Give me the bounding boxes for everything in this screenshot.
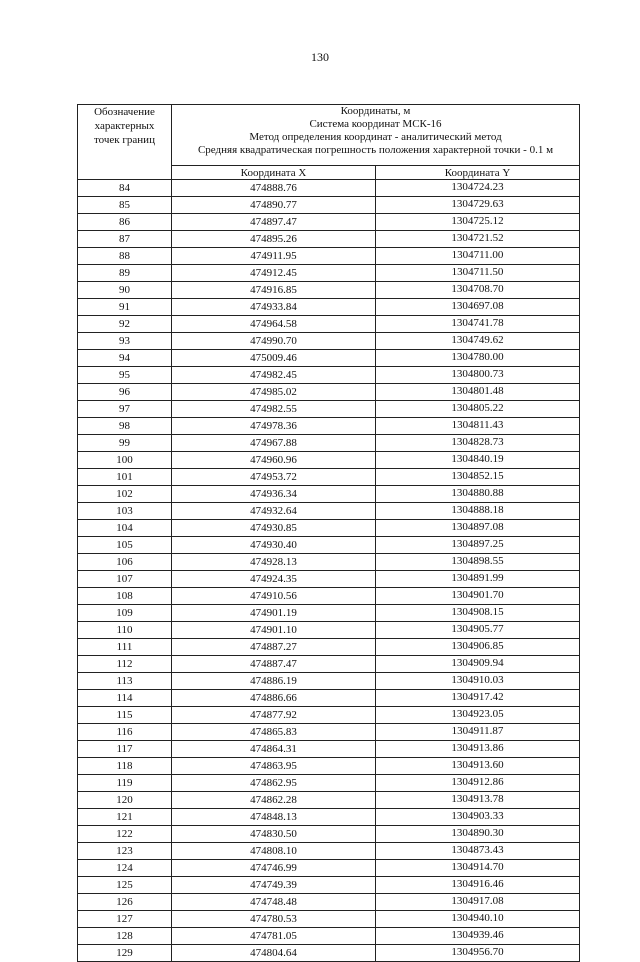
coordinate-y-cell: 1304910.03 — [376, 673, 580, 690]
table-row — [78, 809, 580, 826]
coordinate-y-cell: 1304711.00 — [376, 248, 580, 265]
table-row — [78, 588, 580, 605]
point-number-cell: 89 — [78, 265, 172, 282]
point-number-cell: 126 — [78, 894, 172, 911]
point-number-cell: 92 — [78, 316, 172, 333]
point-number-cell: 87 — [78, 231, 172, 248]
coordinate-x-cell: 474967.88 — [172, 435, 376, 452]
point-number-cell: 124 — [78, 860, 172, 877]
coordinates-table — [77, 104, 580, 962]
point-number-cell: 97 — [78, 401, 172, 418]
table-row — [78, 877, 580, 894]
table-row — [78, 333, 580, 350]
point-number-cell: 108 — [78, 588, 172, 605]
coordinate-x-cell: 474901.10 — [172, 622, 376, 639]
table-row — [78, 401, 580, 418]
coordinate-y-cell: 1304840.19 — [376, 452, 580, 469]
point-number-cell: 105 — [78, 537, 172, 554]
coordinate-x-cell: 474864.31 — [172, 741, 376, 758]
table-row — [78, 622, 580, 639]
coordinate-y-cell: 1304811.43 — [376, 418, 580, 435]
coordinate-y-cell: 1304913.86 — [376, 741, 580, 758]
page-number: 130 — [311, 50, 329, 64]
table-row — [78, 656, 580, 673]
header-left-line: Обозначение — [94, 106, 155, 118]
table-row — [78, 282, 580, 299]
coordinate-y-cell: 1304917.08 — [376, 894, 580, 911]
point-number-cell: 122 — [78, 826, 172, 843]
coordinate-y-cell: 1304741.78 — [376, 316, 580, 333]
point-number-cell: 101 — [78, 469, 172, 486]
coordinate-y-cell: 1304729.63 — [376, 197, 580, 214]
table-row — [78, 911, 580, 928]
coordinate-y-cell: 1304917.42 — [376, 690, 580, 707]
table-row — [78, 724, 580, 741]
table-row — [78, 792, 580, 809]
coordinate-y-cell: 1304697.08 — [376, 299, 580, 316]
table-header-row — [78, 105, 580, 166]
coordinate-x-cell: 474887.47 — [172, 656, 376, 673]
point-number-cell: 118 — [78, 758, 172, 775]
coordinate-x-cell: 474964.58 — [172, 316, 376, 333]
coordinate-y-cell: 1304721.52 — [376, 231, 580, 248]
coordinate-y-cell: 1304916.46 — [376, 877, 580, 894]
table-row — [78, 843, 580, 860]
header-right-line: Координаты, м — [340, 105, 411, 117]
coordinate-y-cell: 1304891.99 — [376, 571, 580, 588]
coordinate-y-cell: 1304805.22 — [376, 401, 580, 418]
coordinate-x-cell: 474916.85 — [172, 282, 376, 299]
coordinate-y-cell: 1304724.23 — [376, 180, 580, 197]
coordinate-x-cell: 474862.95 — [172, 775, 376, 792]
table-row — [78, 265, 580, 282]
point-number-cell: 100 — [78, 452, 172, 469]
table-row — [78, 673, 580, 690]
coordinate-y-cell: 1304725.12 — [376, 214, 580, 231]
coordinate-y-cell: 1304801.48 — [376, 384, 580, 401]
coordinate-x-cell: 474749.39 — [172, 877, 376, 894]
coordinate-x-cell: 474808.10 — [172, 843, 376, 860]
point-number-cell: 110 — [78, 622, 172, 639]
coordinate-x-cell: 474901.19 — [172, 605, 376, 622]
table-row — [78, 826, 580, 843]
coordinate-y-cell: 1304898.55 — [376, 554, 580, 571]
coordinate-x-cell: 474886.19 — [172, 673, 376, 690]
coordinate-y-cell: 1304956.70 — [376, 945, 580, 962]
table-row — [78, 520, 580, 537]
coordinate-x-cell: 474930.85 — [172, 520, 376, 537]
coordinate-x-cell: 474936.34 — [172, 486, 376, 503]
coordinate-x-cell: 474990.70 — [172, 333, 376, 350]
point-number-cell: 99 — [78, 435, 172, 452]
coordinate-x-cell: 474982.45 — [172, 367, 376, 384]
point-number-cell: 96 — [78, 384, 172, 401]
coordinate-y-cell: 1304909.94 — [376, 656, 580, 673]
point-number-cell: 129 — [78, 945, 172, 962]
coordinate-x-cell: 474982.55 — [172, 401, 376, 418]
coordinate-y-cell: 1304903.33 — [376, 809, 580, 826]
header-left-line: точек границ — [94, 134, 155, 146]
coordinate-x-cell: 474886.66 — [172, 690, 376, 707]
coordinate-y-cell: 1304914.70 — [376, 860, 580, 877]
coordinate-x-cell: 474746.99 — [172, 860, 376, 877]
table-row — [78, 180, 580, 197]
table-row — [78, 452, 580, 469]
point-number-cell: 103 — [78, 503, 172, 520]
column-header-y: Координата Y — [376, 166, 580, 180]
coordinate-x-cell: 474930.40 — [172, 537, 376, 554]
point-designation-header — [78, 105, 172, 180]
point-number-cell: 95 — [78, 367, 172, 384]
coordinate-x-cell: 474897.47 — [172, 214, 376, 231]
table-row — [78, 367, 580, 384]
coordinate-x-cell: 474863.95 — [172, 758, 376, 775]
table-row — [78, 775, 580, 792]
table-row — [78, 316, 580, 333]
table-row — [78, 537, 580, 554]
coordinate-y-cell: 1304911.87 — [376, 724, 580, 741]
coordinate-y-cell: 1304828.73 — [376, 435, 580, 452]
header-left-line: характерных — [94, 120, 155, 132]
coordinate-x-cell: 474910.56 — [172, 588, 376, 605]
coordinate-y-cell: 1304908.15 — [376, 605, 580, 622]
point-number-cell: 114 — [78, 690, 172, 707]
header-right-line: Система координат МСК-16 — [309, 118, 442, 130]
table-row — [78, 707, 580, 724]
point-number-cell: 102 — [78, 486, 172, 503]
table-row — [78, 928, 580, 945]
table-row — [78, 945, 580, 962]
table-row — [78, 690, 580, 707]
table-row — [78, 894, 580, 911]
coordinate-x-cell: 474978.36 — [172, 418, 376, 435]
table-row — [78, 639, 580, 656]
table-row — [78, 350, 580, 367]
coordinate-y-cell: 1304890.30 — [376, 826, 580, 843]
coordinate-y-cell: 1304912.86 — [376, 775, 580, 792]
coordinate-x-cell: 474877.92 — [172, 707, 376, 724]
point-number-cell: 106 — [78, 554, 172, 571]
table-row — [78, 214, 580, 231]
coordinate-y-cell: 1304888.18 — [376, 503, 580, 520]
coordinate-x-cell: 474830.50 — [172, 826, 376, 843]
point-number-cell: 120 — [78, 792, 172, 809]
point-number-cell: 112 — [78, 656, 172, 673]
table-row — [78, 554, 580, 571]
point-number-cell: 104 — [78, 520, 172, 537]
coordinate-y-cell: 1304939.46 — [376, 928, 580, 945]
point-number-cell: 125 — [78, 877, 172, 894]
coordinate-x-cell: 474865.83 — [172, 724, 376, 741]
coordinate-x-cell: 474887.27 — [172, 639, 376, 656]
table-row — [78, 605, 580, 622]
coordinate-x-cell: 474895.26 — [172, 231, 376, 248]
point-number-cell: 115 — [78, 707, 172, 724]
coordinate-x-cell: 474862.28 — [172, 792, 376, 809]
coordinate-x-cell: 474890.77 — [172, 197, 376, 214]
coordinate-x-cell: 474953.72 — [172, 469, 376, 486]
table-row — [78, 469, 580, 486]
coordinate-x-cell: 474748.48 — [172, 894, 376, 911]
coordinate-y-cell: 1304897.08 — [376, 520, 580, 537]
coordinate-x-cell: 474780.53 — [172, 911, 376, 928]
coordinate-x-cell: 474912.45 — [172, 265, 376, 282]
coordinate-y-cell: 1304923.05 — [376, 707, 580, 724]
table-row — [78, 758, 580, 775]
point-number-cell: 91 — [78, 299, 172, 316]
point-number-cell: 94 — [78, 350, 172, 367]
coordinate-x-cell: 474985.02 — [172, 384, 376, 401]
table-row — [78, 486, 580, 503]
coordinate-y-cell: 1304852.15 — [376, 469, 580, 486]
coordinate-y-cell: 1304913.60 — [376, 758, 580, 775]
point-number-cell: 85 — [78, 197, 172, 214]
point-number-cell: 123 — [78, 843, 172, 860]
coordinate-y-cell: 1304711.50 — [376, 265, 580, 282]
coordinate-x-cell: 474781.05 — [172, 928, 376, 945]
header-right-line: Средняя квадратическая погрешность положения характерной точки - 0.1 м — [197, 144, 554, 156]
coordinate-x-cell: 474933.84 — [172, 299, 376, 316]
table-row — [78, 197, 580, 214]
coordinate-y-cell: 1304905.77 — [376, 622, 580, 639]
coordinate-x-cell: 474928.13 — [172, 554, 376, 571]
point-number-cell: 127 — [78, 911, 172, 928]
coordinate-y-cell: 1304873.43 — [376, 843, 580, 860]
point-number-cell: 86 — [78, 214, 172, 231]
point-number-cell: 121 — [78, 809, 172, 826]
coordinate-y-cell: 1304749.62 — [376, 333, 580, 350]
point-number-cell: 111 — [78, 639, 172, 656]
point-number-cell: 119 — [78, 775, 172, 792]
coordinate-x-cell: 474924.35 — [172, 571, 376, 588]
coordinate-x-cell: 474960.96 — [172, 452, 376, 469]
coordinate-y-cell: 1304880.88 — [376, 486, 580, 503]
point-number-cell: 113 — [78, 673, 172, 690]
table-row — [78, 435, 580, 452]
table-row — [78, 571, 580, 588]
coordinate-x-cell: 475009.46 — [172, 350, 376, 367]
table-row — [78, 299, 580, 316]
table-row — [78, 741, 580, 758]
point-number-cell: 98 — [78, 418, 172, 435]
point-number-cell: 117 — [78, 741, 172, 758]
coordinate-y-cell: 1304906.85 — [376, 639, 580, 656]
coordinate-y-cell: 1304800.73 — [376, 367, 580, 384]
header-right-line: Метод определения координат - аналитический метод — [249, 131, 502, 143]
table-row — [78, 418, 580, 435]
point-number-cell: 128 — [78, 928, 172, 945]
table-row — [78, 248, 580, 265]
coordinate-y-cell: 1304913.78 — [376, 792, 580, 809]
table-row — [78, 860, 580, 877]
point-number-cell: 107 — [78, 571, 172, 588]
coordinate-x-cell: 474911.95 — [172, 248, 376, 265]
coordinates-header — [172, 105, 580, 166]
coordinate-y-cell: 1304708.70 — [376, 282, 580, 299]
point-number-cell: 90 — [78, 282, 172, 299]
point-number-cell: 109 — [78, 605, 172, 622]
point-number-cell: 84 — [78, 180, 172, 197]
point-number-cell: 116 — [78, 724, 172, 741]
coordinate-y-cell: 1304901.70 — [376, 588, 580, 605]
point-number-cell: 93 — [78, 333, 172, 350]
coordinate-x-cell: 474848.13 — [172, 809, 376, 826]
coordinate-x-cell: 474804.64 — [172, 945, 376, 962]
table-row — [78, 503, 580, 520]
coordinate-x-cell: 474888.76 — [172, 180, 376, 197]
column-header-x: Координата X — [172, 166, 376, 180]
coordinates-table-body — [78, 105, 580, 962]
table-row — [78, 384, 580, 401]
table-row — [78, 231, 580, 248]
coordinate-y-cell: 1304897.25 — [376, 537, 580, 554]
point-number-cell: 88 — [78, 248, 172, 265]
coordinate-x-cell: 474932.64 — [172, 503, 376, 520]
coordinate-y-cell: 1304780.00 — [376, 350, 580, 367]
coordinate-y-cell: 1304940.10 — [376, 911, 580, 928]
